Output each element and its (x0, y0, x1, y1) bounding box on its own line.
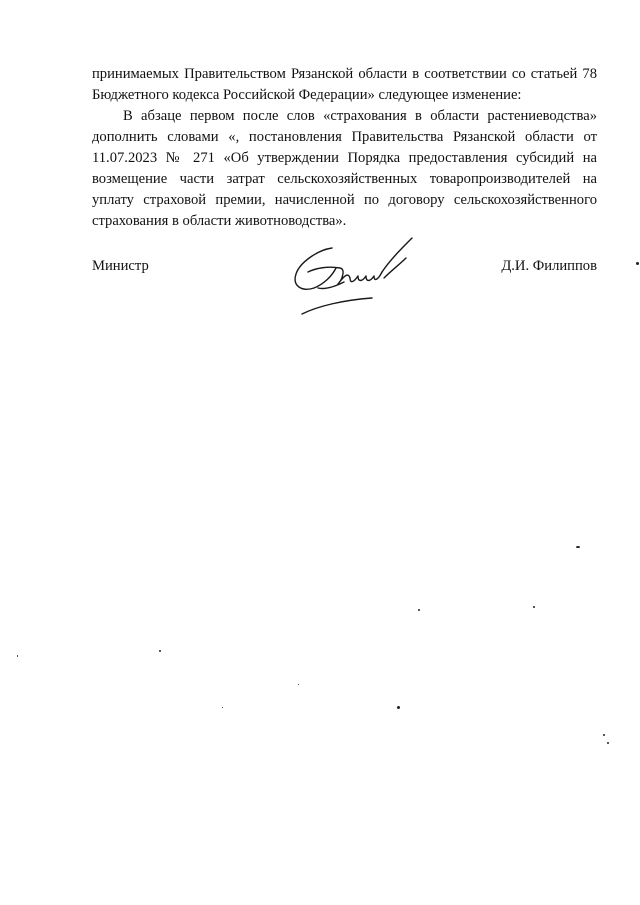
scan-speck (397, 706, 400, 709)
scan-speck (298, 684, 299, 685)
scan-speck (533, 606, 535, 608)
signer-title: Министр (92, 258, 149, 274)
scan-speck (636, 262, 639, 265)
scan-speck (576, 546, 580, 548)
scan-speck (418, 609, 420, 611)
scan-speck (607, 742, 609, 744)
paragraph-continuation: принимаемых Правительством Рязанской области в соответствии со статьей 78 Бюджетного кодекса Российской Федерации» следующее изменение: (92, 66, 597, 103)
handwritten-signature (288, 228, 430, 324)
scan-speck (603, 734, 605, 736)
document-body (92, 64, 597, 232)
scan-speck (222, 707, 223, 708)
signer-name: Д.И. Филиппов (501, 258, 597, 274)
scan-speck (17, 655, 18, 657)
scan-speck (159, 650, 161, 652)
paragraph-amendment: В абзаце первом после слов «страхования в области растениеводства» дополнить словами «, постановления Правительства Рязанской области от 11.07.2023 № 271 «Об утверждении Порядка предоставления субсидий на возмещение части затрат сельскохозяйственных товаропроизводителей на уплату страховой премии, начисленной по договору сельскохозяйственного страхования в области животноводства». (92, 108, 597, 229)
